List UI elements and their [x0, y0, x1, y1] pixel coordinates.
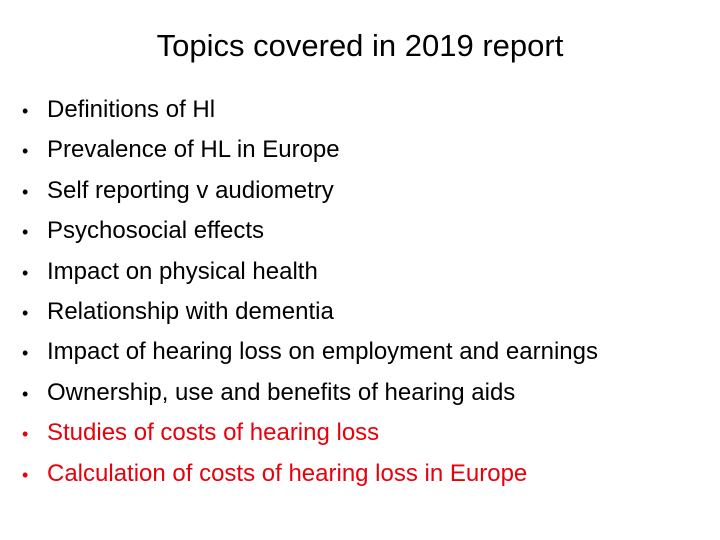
topic-item [22, 130, 598, 170]
topic-text: Self reporting v audiometry [47, 176, 334, 204]
topic-text: Psychosocial effects [47, 217, 264, 245]
bullet-icon: • [22, 222, 29, 243]
bullet-icon: • [22, 424, 29, 445]
bullet-icon: • [22, 464, 29, 485]
topic-text: Ownership, use and benefits of hearing aids [47, 378, 516, 406]
topic-item [22, 332, 598, 372]
topic-text: Studies of costs of hearing loss [47, 419, 380, 447]
topic-list [22, 90, 598, 494]
topic-item-highlighted [22, 454, 598, 494]
topic-text: Calculation of costs of hearing loss in Europe [47, 459, 528, 487]
topic-item [22, 90, 598, 130]
bullet-icon: • [22, 262, 29, 283]
slide-title: Topics covered in 2019 report [156, 28, 564, 63]
bullet-icon: • [22, 141, 29, 162]
bullet-icon: • [22, 181, 29, 202]
topic-item-highlighted [22, 413, 598, 453]
bullet-icon: • [22, 383, 29, 404]
bullet-icon: • [22, 302, 29, 323]
topic-text: Prevalence of HL in Europe [47, 136, 340, 164]
topic-text: Relationship with dementia [47, 297, 334, 325]
topic-text: Impact of hearing loss on employment and earnings [47, 338, 598, 366]
topic-text: Definitions of Hl [47, 96, 216, 123]
topic-item [22, 171, 598, 211]
bullet-icon: • [22, 101, 29, 121]
topic-text: Impact on physical health [47, 257, 318, 285]
topic-item [22, 292, 598, 332]
topic-item [22, 373, 598, 413]
bullet-icon: • [22, 343, 29, 364]
topic-item [22, 211, 598, 251]
topic-item [22, 252, 598, 292]
